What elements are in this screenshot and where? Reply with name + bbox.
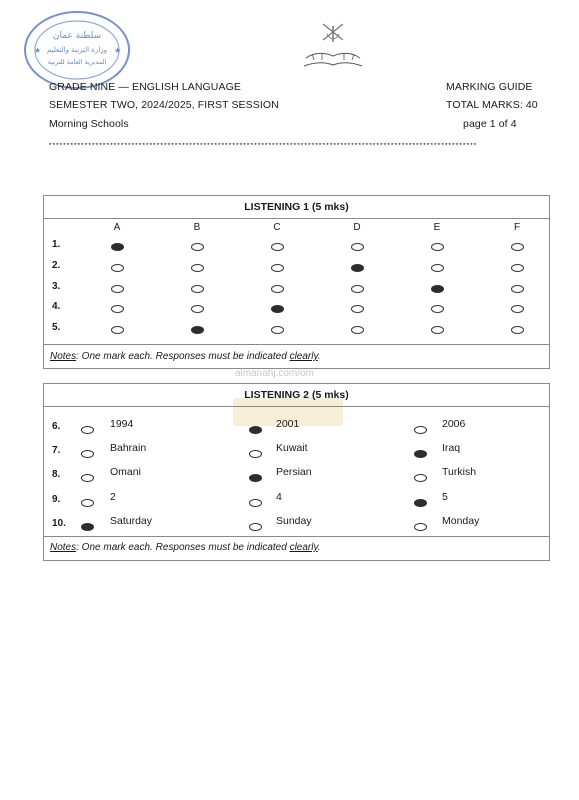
header-marking-guide: MARKING GUIDE (446, 81, 533, 93)
answer-bubble-b-selected (191, 326, 204, 334)
header-page-number: page 1 of 4 (463, 118, 517, 130)
svg-text:★: ★ (114, 46, 122, 55)
option-label: 4 (276, 490, 282, 503)
answer-bubble-a (111, 285, 124, 293)
option-label: Turkish (442, 466, 477, 479)
answer-bubble-selected (81, 523, 94, 531)
header-total-marks: TOTAL MARKS: 40 (446, 99, 538, 111)
option-label: 2001 (276, 418, 300, 430)
answer-bubble-c-selected (271, 305, 284, 313)
option-label: 2006 (442, 418, 466, 430)
answer-bubble-d-selected (351, 264, 364, 272)
option-label: Bahrain (110, 442, 147, 455)
answer-bubble-c (271, 326, 284, 334)
answer-bubble-d (351, 285, 364, 293)
answer-bubble (81, 474, 94, 482)
answer-bubble-b (191, 285, 204, 293)
column-header-c: C (273, 222, 281, 233)
answer-bubble (249, 450, 262, 458)
watermark-text: almanahj.com/om (235, 368, 314, 379)
answer-bubble-f (511, 326, 524, 334)
answer-bubble-b (191, 305, 204, 313)
answer-bubble-f (511, 305, 524, 313)
question-number: 8. (52, 469, 61, 481)
answer-bubble-c (271, 285, 284, 293)
answer-bubble-c (271, 264, 284, 272)
option-label: Kuwait (276, 442, 308, 455)
listening-1-box (43, 195, 550, 369)
listening-1-notes: Notes: One mark each. Responses must be indicated clearly. (50, 351, 321, 362)
question-number: 5. (52, 322, 61, 334)
option-label: 2 (110, 490, 116, 503)
answer-bubble-d (351, 326, 364, 334)
answer-bubble-c (271, 243, 284, 251)
answer-bubble-b (191, 264, 204, 272)
answer-bubble-a (111, 264, 124, 272)
answer-bubble-selected (249, 426, 262, 434)
listening-2-notes: Notes: One mark each. Responses must be indicated clearly. (50, 542, 321, 553)
answer-bubble-e (431, 326, 444, 334)
column-header-a: A (113, 222, 121, 233)
answer-bubble-f (511, 243, 524, 251)
listening-1-title: LISTENING 1 (5 mks) (244, 201, 349, 213)
answer-bubble (249, 499, 262, 507)
svg-text:وزارة التربية والتعليم: وزارة التربية والتعليم (46, 46, 108, 54)
option-label: Persian (276, 466, 312, 479)
header-school-shift: Morning Schools (49, 118, 129, 130)
svg-text:المديرية العامة للتربية: المديرية العامة للتربية (47, 58, 107, 66)
option-label: Omani (110, 466, 141, 479)
answer-bubble-selected (414, 499, 427, 507)
answer-bubble-f (511, 285, 524, 293)
listening-2-title: LISTENING 2 (5 mks) (244, 389, 349, 401)
question-number: 7. (52, 445, 61, 457)
answer-bubble (414, 523, 427, 531)
option-label: Monday (442, 514, 480, 527)
answer-bubble-selected (249, 474, 262, 482)
option-label: Sunday (276, 514, 312, 527)
answer-bubble-e-selected (431, 285, 444, 293)
option-label: Saturday (110, 514, 153, 527)
answer-bubble (81, 499, 94, 507)
answer-bubble-e (431, 264, 444, 272)
svg-text:★: ★ (34, 46, 42, 55)
listening-2-box (43, 383, 550, 561)
question-number: 10. (52, 517, 66, 529)
answer-bubble-d (351, 243, 364, 251)
answer-bubble-selected (414, 450, 427, 458)
answer-bubble-a-selected (111, 243, 124, 251)
answer-bubble-e (431, 305, 444, 313)
column-header-f: F (513, 222, 521, 233)
option-label: 5 (442, 490, 448, 503)
question-number: 6. (52, 421, 61, 432)
answer-bubble (81, 426, 94, 434)
question-number: 9. (52, 493, 61, 505)
answer-bubble (249, 523, 262, 531)
header-grade-subject: GRADE NINE — ENGLISH LANGUAGE (49, 81, 241, 93)
answer-bubble-a (111, 326, 124, 334)
question-number: 1. (52, 239, 61, 250)
answer-bubble-e (431, 243, 444, 251)
answer-bubble-b (191, 243, 204, 251)
column-header-d: D (353, 222, 361, 233)
answer-bubble-d (351, 305, 364, 313)
separator-line: *********************************************************************************************************************** (48, 143, 477, 151)
answer-bubble (414, 426, 427, 434)
option-label: 1994 (110, 418, 134, 430)
option-label: Iraq (442, 442, 461, 455)
answer-bubble (81, 450, 94, 458)
answer-bubble (414, 474, 427, 482)
column-header-e: E (433, 222, 441, 233)
column-header-b: B (193, 222, 201, 233)
ministry-emblem-logo (298, 20, 368, 70)
answer-bubble-a (111, 305, 124, 313)
answer-bubble-f (511, 264, 524, 272)
question-number: 4. (52, 301, 61, 313)
svg-text:سلطنة عمان: سلطنة عمان (52, 31, 102, 41)
question-number: 2. (52, 259, 61, 271)
question-number: 3. (52, 280, 61, 292)
header-semester: SEMESTER TWO, 2024/2025, FIRST SESSION (49, 99, 279, 111)
